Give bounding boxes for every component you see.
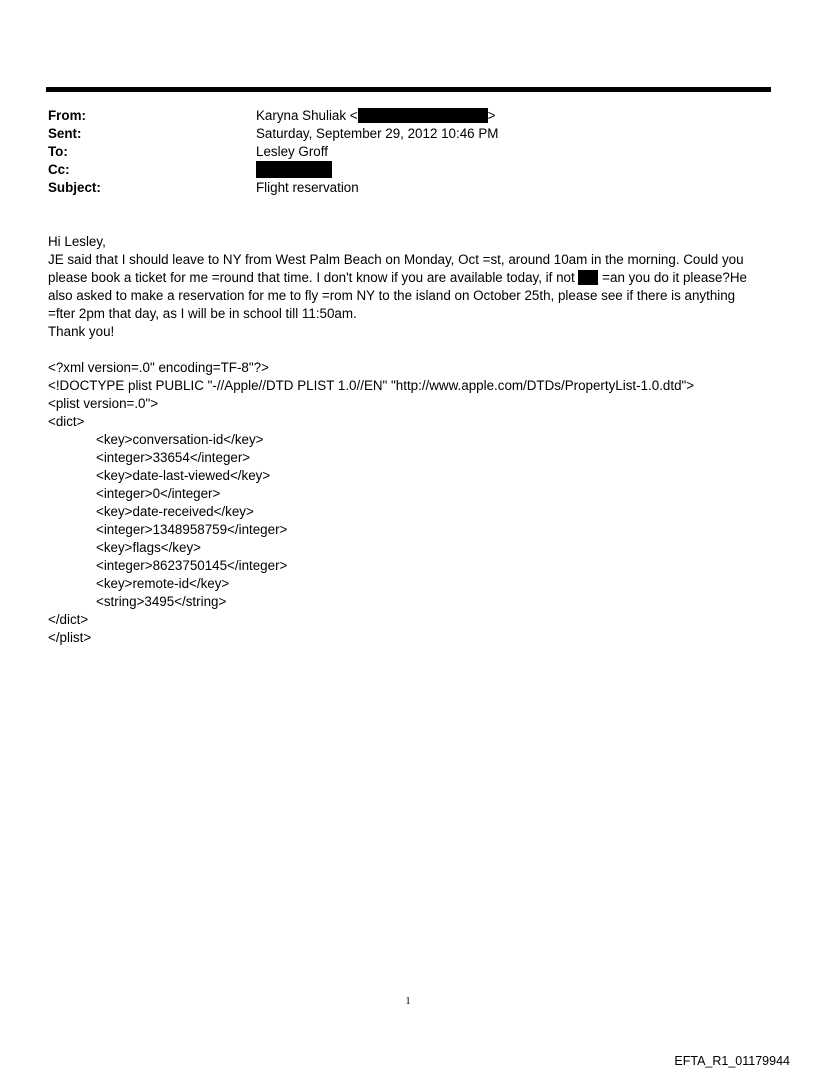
plist-line: </dict>	[48, 612, 89, 627]
body-line-part: =an you do it please?He	[602, 270, 747, 285]
to-value: Lesley Groff	[256, 144, 328, 159]
document-id: EFTA_R1_01179944	[674, 1054, 790, 1068]
redaction-box	[256, 161, 332, 178]
plist-line: <?xml version=.0" encoding=TF-8"?>	[48, 360, 269, 375]
plist-line: <plist version=.0">	[48, 396, 159, 411]
body-line: =fter 2pm that day, as I will be in school till 11:50am.	[48, 306, 357, 321]
cc-value	[256, 161, 332, 179]
cc-label: Cc:	[48, 162, 70, 177]
plist-line: <key>date-last-viewed</key>	[96, 468, 271, 483]
plist-line: <integer>8623750145</integer>	[96, 558, 288, 573]
plist-line: <key>conversation-id</key>	[96, 432, 264, 447]
body-line: also asked to make a reservation for me to fly =rom NY to the island on October 25th, please see if there is anything	[48, 288, 736, 303]
plist-line: <integer>1348958759</integer>	[96, 522, 288, 537]
body-line-part: please book a ticket for me =round that time. I don't know if you are available today, if not	[48, 270, 575, 285]
plist-line: <dict>	[48, 414, 85, 429]
plist-line: <key>remote-id</key>	[96, 576, 230, 591]
plist-line: <integer>0</integer>	[96, 486, 221, 501]
subject-value: Flight reservation	[256, 180, 359, 195]
redaction-box	[578, 270, 598, 285]
page-number: 1	[405, 995, 411, 1007]
from-value	[256, 107, 495, 125]
body-line: JE said that I should leave to NY from West Palm Beach on Monday, Oct =st, around 10am in the morning. Could you	[48, 252, 744, 267]
plist-line: <string>3495</string>	[96, 594, 227, 609]
from-label: From:	[48, 108, 86, 123]
redaction-box	[358, 108, 488, 123]
sent-label: Sent:	[48, 126, 82, 141]
plist-line: </plist>	[48, 630, 92, 645]
subject-label: Subject:	[48, 180, 101, 195]
greeting: Hi Lesley,	[48, 234, 106, 249]
plist-line: <key>flags</key>	[96, 540, 201, 555]
from-name: Karyna Shuliak <	[256, 108, 358, 123]
sent-value: Saturday, September 29, 2012 10:46 PM	[256, 126, 499, 141]
header-rule	[46, 87, 771, 92]
plist-line: <!DOCTYPE plist PUBLIC "-//Apple//DTD PLIST 1.0//EN" "http://www.apple.com/DTDs/PropertyList-1.0.dtd">	[48, 378, 695, 393]
from-close: >	[487, 108, 496, 123]
plist-line: <key>date-received</key>	[96, 504, 254, 519]
email-body	[48, 233, 778, 647]
body-line	[48, 269, 778, 287]
to-label: To:	[48, 144, 68, 159]
plist-line: <integer>33654</integer>	[96, 450, 251, 465]
thanks-line: Thank you!	[48, 324, 115, 339]
